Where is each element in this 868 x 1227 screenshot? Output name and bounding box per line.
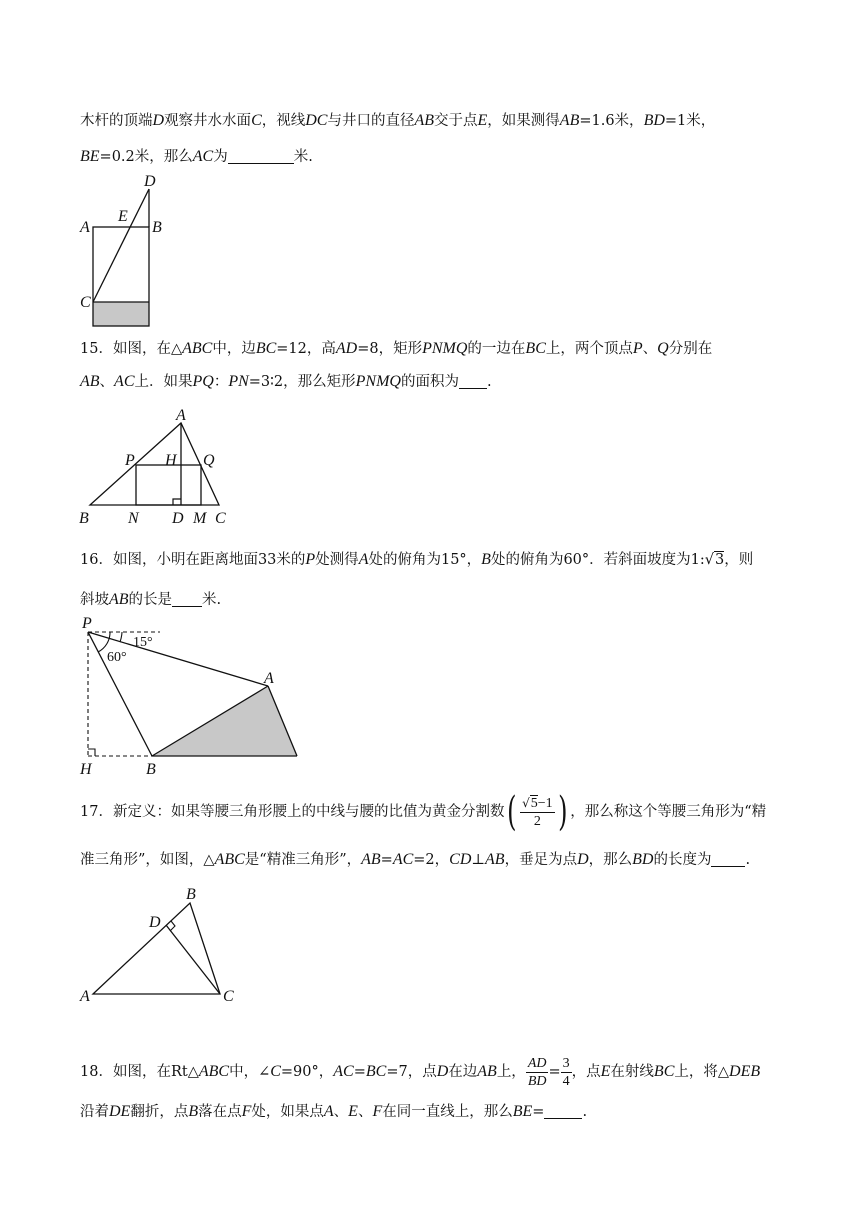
q17-text: =2， (413, 852, 450, 868)
q17-right-angle (170, 921, 175, 931)
q15-var: BC (525, 340, 546, 357)
q15-text: 的面积为 (400, 374, 459, 390)
q17-text: ，垂足为点 (504, 852, 578, 868)
q18-text: 上，将△ (674, 1064, 730, 1080)
q18-text: =7，点 (386, 1064, 437, 1080)
q18-text: 18．如图，在Rt△ (80, 1064, 199, 1080)
q14-text: =1.6米， (579, 113, 644, 129)
q18-text: =90°， (280, 1064, 334, 1080)
q17-text: 准三角形”，如图，△ (80, 852, 215, 868)
q18-text: 处，如果点 (251, 1104, 324, 1120)
q14-label-A: A (80, 219, 90, 236)
q17-text: ⊥ (471, 852, 486, 868)
q18-var: B (188, 1103, 199, 1120)
q18-var: A (323, 1103, 334, 1120)
q18-text: 翻折，点 (130, 1104, 189, 1120)
q16-text: 处的俯角为60°．若斜面坡度为1: (490, 552, 705, 568)
q17-text: 是“精准三角形”， (244, 852, 362, 868)
q18-ratio-fraction: $\frac{AD}{BD}$ (527, 1055, 547, 1089)
q14-text: 观察井水水面 (164, 113, 252, 129)
q18-text: = (548, 1064, 561, 1080)
q17-var: AB (361, 851, 381, 868)
q15-text: . (486, 374, 492, 390)
q18-text: 沿着 (80, 1104, 109, 1120)
q18-text: ，点 (571, 1064, 601, 1080)
q15-var: AB (80, 373, 100, 390)
q16-label-15: 15° (133, 635, 153, 650)
q16-var: A (358, 551, 369, 568)
q18-var: AC (333, 1063, 354, 1080)
q15-var: AD (335, 340, 358, 357)
q18-var: BC (365, 1063, 387, 1080)
q16-text: 处的俯角为15°， (368, 552, 482, 568)
q17-label-C: C (223, 988, 234, 1005)
q18-var: DEB (729, 1063, 761, 1080)
q18-var: E (600, 1063, 611, 1080)
q14-text: 木杆的顶端 (80, 113, 153, 129)
q18-text: . (582, 1104, 588, 1120)
q17-var: ABC (214, 851, 245, 868)
q18-answer-blank[interactable] (544, 1104, 582, 1119)
q15-label-A: A (176, 407, 186, 424)
q17-text: 的长度为 (653, 852, 712, 868)
q18-line2 (80, 1102, 587, 1122)
q14-text: 与井口的直径 (327, 113, 415, 129)
q15-text: =3∶2，那么矩形 (248, 374, 356, 390)
q14-var: DC (305, 112, 328, 129)
q16-label-P: P (82, 615, 92, 632)
q15-var: ABC (182, 340, 213, 357)
q16-text: ，则 (724, 552, 754, 568)
q15-var: Q (657, 340, 669, 357)
q18-var: DE (109, 1103, 131, 1120)
q14-text: 为 (213, 149, 228, 165)
q17-var: D (577, 851, 589, 868)
q18-text: = (532, 1104, 545, 1120)
q14-label-C: C (80, 294, 91, 311)
q17-var: AB (485, 851, 505, 868)
q17-golden-fraction: $\frac{√5-1}{2}$ (522, 795, 553, 829)
q17-var: CD (449, 851, 472, 868)
q18-var: E (348, 1103, 358, 1120)
q14-var: AC (192, 148, 214, 165)
q16-text: 斜坡 (80, 592, 109, 608)
q14-text: ，视线 (261, 113, 306, 129)
q14-var: C (251, 112, 262, 129)
q15-var: BC (255, 340, 277, 357)
q18-var: BC (653, 1063, 675, 1080)
q18-text: 中，∠ (229, 1064, 271, 1080)
q15-var: PNMQ (422, 340, 468, 357)
q16-label-A: A (264, 670, 274, 687)
q15-text: 分别在 (668, 341, 713, 357)
q17-text: ，那么 (588, 852, 633, 868)
q16-text: 处测得 (315, 552, 359, 568)
q16-line1: 16．如图，小明在距离地面33米的P处测得A处的俯角为15°，B处的俯角为60°．若斜面坡度为1:√3，则 (80, 551, 754, 568)
q18-var: C (270, 1063, 281, 1080)
q18-text: 、 (357, 1104, 373, 1120)
q16-label-60: 60° (107, 650, 127, 665)
q15-label-P: P (125, 452, 135, 469)
q18-text: 落在点 (198, 1104, 242, 1120)
q14-var: BE (80, 148, 100, 165)
q15-var: PQ (192, 373, 214, 390)
q15-var: PN (228, 373, 249, 390)
q17-label-B: B (186, 886, 196, 903)
q18-text: = (353, 1064, 366, 1080)
q14-var: AB (559, 112, 580, 129)
q16-text: 米. (202, 592, 222, 608)
q17-label-A: A (80, 988, 90, 1005)
q18-var: BE (512, 1103, 533, 1120)
q18-var: AB (477, 1063, 497, 1080)
q15-text: 上．如果 (134, 374, 193, 390)
q14-text: 米. (293, 149, 313, 165)
q18-text: 、 (333, 1104, 349, 1120)
q15-text: 中，边 (212, 341, 256, 357)
q15-var: PNMQ (355, 373, 401, 390)
q18-text: 在射线 (610, 1064, 654, 1080)
q16-var: P (305, 551, 316, 568)
q17-label-D: D (149, 914, 161, 931)
q16-label-B: B (146, 761, 156, 778)
q16-label-H: H (80, 761, 92, 778)
q14-label-B: B (152, 219, 162, 236)
q17-text: = (380, 852, 393, 868)
q17-text: ，那么称这个等腰三角形为“精 (570, 804, 767, 820)
q14-text: =0.2米，那么 (99, 149, 193, 165)
q16-text: 16．如图，小明在距离地面33米的 (80, 552, 306, 568)
q18-text: 上， (496, 1064, 526, 1080)
q18-text: 在边 (448, 1064, 478, 1080)
q15-label-Q: Q (203, 452, 215, 469)
q14-var: E (477, 112, 488, 129)
q16-sqrt-value: 3 (715, 552, 725, 568)
q16-var: B (481, 551, 491, 568)
q16-text: 的长是 (128, 592, 173, 608)
q15-text: 的一边在 (467, 341, 526, 357)
q15-var: AC (114, 373, 135, 390)
q14-var: BD (643, 112, 665, 129)
q18-line1 (80, 1052, 760, 1092)
q17-text: . (745, 852, 751, 868)
q18-text: 在同一直线上，那么 (382, 1104, 513, 1120)
q18-var: F (372, 1103, 383, 1120)
q15-label-B: B (79, 510, 89, 527)
q17-perpendicular-CD (166, 925, 220, 994)
q14-label-D: D (144, 173, 156, 190)
q14-text: =1米， (664, 113, 716, 129)
q14-label-E: E (118, 208, 128, 225)
q17-var: BD (632, 851, 654, 868)
q15-text: 、 (99, 374, 115, 390)
q18-var: F (241, 1103, 252, 1120)
q15-var: P (632, 340, 643, 357)
q15-label-N: N (128, 510, 139, 527)
q15-text: =8，矩形 (357, 341, 423, 357)
q15-label-D: D (172, 510, 184, 527)
q15-text: 15．如图，在△ (80, 341, 183, 357)
q14-text: ，如果测得 (487, 113, 560, 129)
q18-value-fraction: $\frac{3}{4}$ (562, 1055, 570, 1089)
q17-text: 17．新定义：如果等腰三角形腰上的中线与腰的比值为黄金分割数 (80, 804, 505, 820)
q15-text: ： (213, 374, 229, 390)
q14-var: AB (414, 112, 435, 129)
q18-var: D (436, 1063, 449, 1080)
q15-text: 上，两个顶点 (545, 341, 633, 357)
q15-text: 、 (642, 341, 658, 357)
q14-var: D (152, 112, 165, 129)
q17-var: AC (392, 851, 414, 868)
q14-text: 交于点 (434, 113, 478, 129)
q15-label-M: M (193, 510, 207, 527)
q15-label-C: C (215, 510, 226, 527)
q18-var: ABC (198, 1063, 230, 1080)
q15-text: =12，高 (276, 341, 336, 357)
q15-label-H: H (165, 452, 177, 469)
q17-line1: 17．新定义：如果等腰三角形腰上的中线与腰的比值为黄金分割数( $\frac{√5-1}{2}$ ) ，那么称这个等腰三角形为“精 (80, 789, 767, 835)
q16-var: AB (109, 591, 129, 608)
